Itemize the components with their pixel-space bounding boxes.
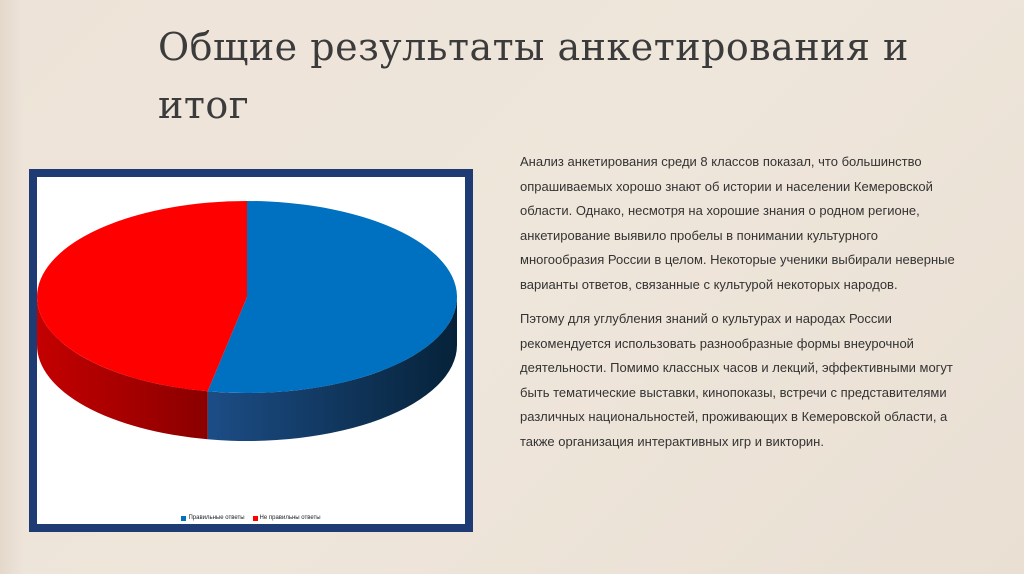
pie-tops	[37, 201, 457, 393]
legend-label-correct: Правильные ответы	[188, 515, 245, 521]
pie-chart-frame	[29, 169, 473, 532]
chart-legend	[37, 514, 465, 522]
slide-title: Общие результаты анкетирования и итог	[158, 25, 909, 127]
side-decoration	[0, 0, 22, 574]
recommendation-paragraph: Пэтому для углубления знаний о культурах и народах России рекомендуется использовать разнообразные формы внеурочной деятельности. Помимо классных часов и лекций, эффективными могут быть тематические выставки, кинопоказы, встречи с представителями различных национальностей, проживающих в Кемеровской области, а также организация интерактивных игр и викторин.	[520, 311, 953, 449]
legend-swatch-correct	[181, 516, 186, 521]
legend-swatch-incorrect	[253, 516, 258, 521]
analysis-text	[520, 150, 965, 464]
analysis-paragraph: Анализ анкетирования среди 8 классов показал, что большинство опрашиваемых хорошо знают об истории и населении Кемеровской области. Однако, несмотря на хорошие знания о родном регионе, анкетирование выявило пробелы в понимании культурного многообразия России в целом. Некоторые ученики выбирали неверные варианты ответов, связанные с культурой некоторых народов.	[520, 154, 955, 292]
pie-chart	[37, 177, 465, 524]
legend-item	[253, 514, 321, 522]
legend-item	[181, 514, 244, 522]
legend-label-incorrect: Не правильны ответы	[259, 515, 321, 521]
